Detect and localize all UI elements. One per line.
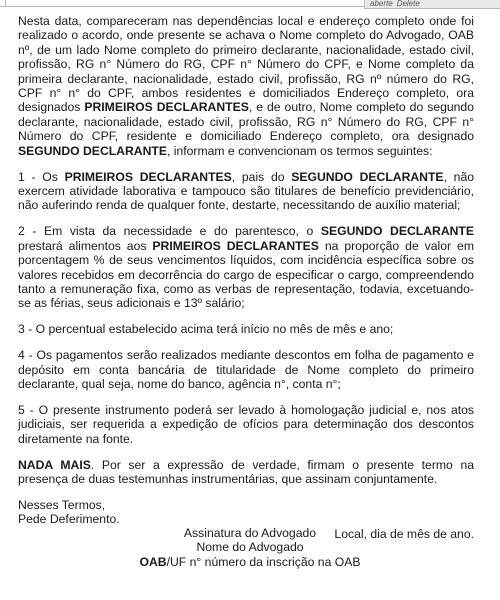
document-body bbox=[18, 14, 474, 553]
clause-1 bbox=[18, 170, 474, 213]
clause-text: 2 - Em vista da necessidade e do parentesco, o bbox=[18, 224, 321, 239]
clause-4: 4 - Os pagamentos serão realizados mediante descontos em folha de pagamento e depósito em conta bancária de titularidade de Nome completo do primeiro declarante, qual seja, nome do banco, agência n°, conta n°; bbox=[18, 348, 474, 391]
clause-text: , não exercem atividade laborativa e tampouco são titulares de benefício previdenciário, não auferindo renda de qualquer fonte, destarte, necessitando de auxílio material; bbox=[18, 169, 475, 213]
intro-text: Nesta data, compareceram nas dependências local e endereço completo onde foi realizado o acordo, onde presente se achava o Nome completo do Advogado, OAB nº, de um lado Nome completo do primeiro declarante, nacionalidade, estado civil, profissão, RG n° Número do RG, CPF n° Número do CPF, e Nome completo da primeira declarante, nacionalidade, estado civil, profissão, RG nº número do RG, CPF n° n° do CPF, ambos residentes e domiciliados Endereço completo, ora designados bbox=[18, 14, 474, 115]
top-tab-item[interactable]: Delete bbox=[396, 0, 420, 8]
clause-3: 3 - O percentual estabelecido acima terá início no mês de mês e ano; bbox=[18, 322, 394, 337]
place-date: Local, dia de mês de ano. bbox=[334, 526, 474, 541]
oab-label: OAB bbox=[139, 554, 167, 569]
party-label: SEGUNDO DECLARANTE bbox=[320, 224, 474, 239]
clause-2 bbox=[18, 224, 474, 310]
lawyer-name: Nome do Advogado bbox=[196, 540, 304, 555]
party-label: PRIMEIROS DECLARANTES bbox=[152, 238, 319, 253]
top-tab[interactable] bbox=[364, 0, 500, 9]
nada-mais-label: NADA MAIS bbox=[18, 457, 91, 472]
closing-line-2: Pede Deferimento. bbox=[18, 512, 120, 527]
closing-line-1: Nesses Termos, bbox=[18, 497, 106, 512]
party-label: SEGUNDO DECLARANTE bbox=[291, 169, 444, 184]
top-tab-item[interactable]: aberte bbox=[370, 0, 393, 8]
closing-paragraph bbox=[18, 458, 474, 487]
intro-paragraph bbox=[18, 14, 474, 158]
intro-text: , informam e convencionam os termos seguintes: bbox=[166, 143, 433, 158]
closing-text: . Por ser a expressão de verdade, firmam o presente termo na presença de duas testemunhas instrumentárias, que assinam conjuntamente. bbox=[18, 457, 474, 486]
intro-text: , e de outro, Nome completo do segundo declarante, nacionalidade, estado civil, profissão, RG n° Número do RG, CPF n° Número do CPF, residente e domiciliado Endereço completo, ora designado bbox=[18, 100, 474, 144]
top-frame-corner bbox=[0, 0, 6, 6]
clause-5: 5 - O presente instrumento poderá ser levado à homologação judicial e, nos atos judiciais, ser requerida a expedição de ofícios para determinação dos descontos diretamente na fonte. bbox=[18, 402, 474, 446]
clause-text: , pais do bbox=[231, 169, 292, 184]
signature-line: Assinatura do Advogado bbox=[183, 526, 317, 540]
clause-text: na proporção de valor em porcentagem % de seus vencimentos líquidos, com incidência específica sobre os valores recebidos em decorrência do cargo de especificar o cargo, compreendendo tanto a remuneração fixa, como as verbas de representação, todavia, excetuando-se as férias, seus adicionais e 13º salário; bbox=[18, 238, 474, 311]
signature-block bbox=[0, 526, 500, 569]
clause-text: prestará alimentos aos bbox=[18, 238, 153, 253]
clause-text: 1 - Os bbox=[18, 169, 65, 184]
oab-line bbox=[0, 555, 500, 569]
party-label: PRIMEIROS DECLARANTES bbox=[64, 169, 232, 184]
oab-number: /UF n° número da inscrição na OAB bbox=[166, 554, 361, 569]
party-label: PRIMEIROS DECLARANTES bbox=[84, 100, 249, 115]
party-label: SEGUNDO DECLARANTE bbox=[18, 143, 167, 158]
